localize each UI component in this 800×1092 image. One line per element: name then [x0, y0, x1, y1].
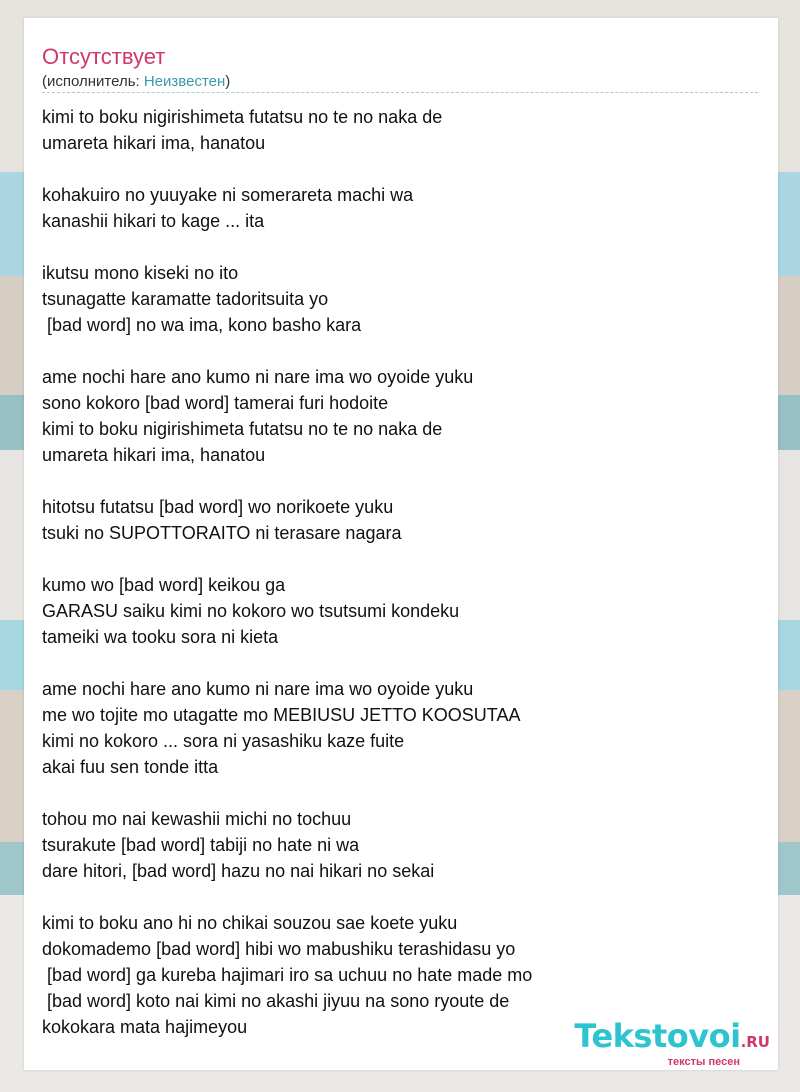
logo-tld: .RU [740, 1033, 770, 1051]
artist-prefix: (исполнитель: [42, 73, 144, 90]
logo-name: Tekstovoi [574, 1017, 741, 1055]
header-divider [42, 92, 758, 93]
lyric-line [42, 546, 762, 572]
lyric-line: ikutsu mono kiseki no ito [42, 263, 239, 283]
site-logo[interactable] [574, 1019, 770, 1068]
lyric-line: tsuki no SUPOTTORAITO ni terasare nagara [42, 523, 402, 543]
logo-tagline: тексты песен [667, 1056, 740, 1068]
lyric-line: dare hitori, [bad word] hazu no nai hikari no sekai [42, 861, 435, 881]
lyric-line: tsunagatte karamatte tadoritsuita yo [42, 289, 329, 309]
artist-line [42, 73, 230, 91]
lyric-line [42, 338, 762, 364]
lyric-line [42, 780, 762, 806]
lyric-line: GARASU saiku kimi no kokoro wo tsutsumi kondeku [42, 601, 460, 621]
lyric-line: ame nochi hare ano kumo ni nare ima wo oyoide yuku [42, 367, 474, 387]
lyric-line: ame nochi hare ano kumo ni nare ima wo oyoide yuku [42, 679, 474, 699]
lyric-line: umareta hikari ima, hanatou [42, 133, 266, 153]
lyric-line: tameiki wa tooku sora ni kieta [42, 627, 279, 647]
lyric-line: kimi to boku nigirishimeta futatsu no te no naka de [42, 107, 443, 127]
lyric-line: kimi to boku nigirishimeta futatsu no te no naka de [42, 419, 443, 439]
lyric-line [42, 156, 762, 182]
lyric-line [42, 650, 762, 676]
lyrics-card [24, 18, 778, 1070]
lyric-line: [bad word] koto nai kimi no akashi jiyuu na sono ryoute de [42, 991, 510, 1011]
lyric-line [42, 884, 762, 910]
lyric-line: kimi to boku ano hi no chikai souzou sae koete yuku [42, 913, 458, 933]
lyric-line: [bad word] no wa ima, kono basho kara [42, 315, 362, 335]
lyric-line: dokomademo [bad word] hibi wo mabushiku terashidasu yo [42, 939, 516, 959]
lyric-line: kanashii hikari to kage ... ita [42, 211, 265, 231]
lyric-line: kumo wo [bad word] keikou ga [42, 575, 286, 595]
lyric-line: tohou mo nai kewashii michi no tochuu [42, 809, 352, 829]
lyric-line: tsurakute [bad word] tabiji no hate ni wa [42, 835, 360, 855]
lyric-line [42, 234, 762, 260]
lyrics-text [42, 104, 762, 1040]
lyric-line: akai fuu sen tonde itta [42, 757, 219, 777]
artist-link[interactable]: Неизвестен [143, 73, 226, 90]
lyric-line [42, 468, 762, 494]
lyric-line: me wo tojite mo utagatte mo MEBIUSU JETTO KOOSUTAA [42, 705, 521, 725]
lyric-line: kimi no kokoro ... sora ni yasashiku kaze fuite [42, 731, 405, 751]
lyric-line: sono kokoro [bad word] tamerai furi hodoite [42, 393, 389, 413]
lyric-line: kohakuiro no yuuyake ni somerareta machi wa [42, 185, 414, 205]
lyric-line: umareta hikari ima, hanatou [42, 445, 266, 465]
artist-suffix: ) [225, 73, 231, 90]
lyric-line: hitotsu futatsu [bad word] wo norikoete yuku [42, 497, 394, 517]
song-title: Отсутствует [42, 44, 166, 69]
lyric-line: [bad word] ga kureba hajimari iro sa uchuu no hate made mo [42, 965, 533, 985]
lyric-line: kokokara mata hajimeyou [42, 1017, 248, 1037]
